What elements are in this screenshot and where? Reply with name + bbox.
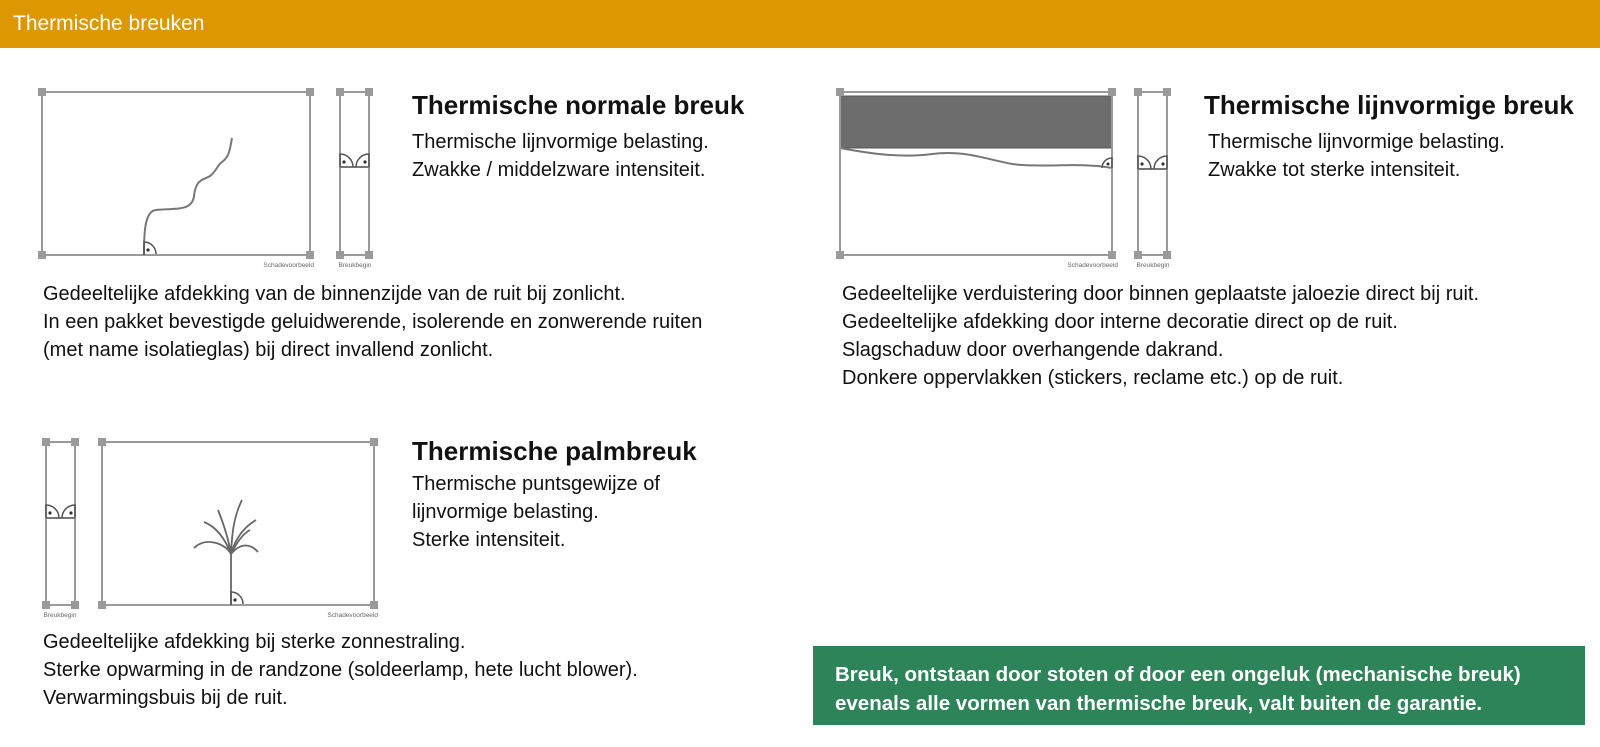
header-bar <box>0 0 1600 48</box>
linear-break-properties <box>1208 128 1505 184</box>
property-line: Zwakke tot sterke intensiteit. <box>1208 159 1461 181</box>
palm-break-causes <box>43 628 638 712</box>
cause-line: Donkere oppervlakken (stickers, reclame etc.) op de ruit. <box>842 367 1344 389</box>
palm-break-diagram <box>36 436 386 626</box>
header-title: Thermische breuken <box>13 12 205 35</box>
linear-break-title: Thermische lijnvormige breuk <box>1204 90 1574 120</box>
start-label: Breukbegin <box>1136 262 1170 269</box>
property-line: Thermische lijnvormige belasting. <box>1208 131 1505 153</box>
cause-line: In een pakket bevestigde geluidwerende, isolerende en zonwerende ruiten <box>43 311 703 333</box>
property-line: Thermische lijnvormige belasting. <box>412 131 709 153</box>
cause-line: Gedeeltelijke verduistering door binnen geplaatste jaloezie direct bij ruit. <box>842 283 1480 305</box>
warranty-notice <box>813 646 1585 725</box>
notice-line: Breuk, ontstaan door stoten of door een ongeluk (mechanische breuk) <box>835 663 1521 686</box>
notice-line: evenals alle vormen van thermische breuk, valt buiten de garantie. <box>835 692 1483 715</box>
cause-line: Sterke opwarming in de randzone (soldeerlamp, hete lucht blower). <box>43 659 638 681</box>
palm-break-properties <box>412 470 660 554</box>
cause-line: Gedeeltelijke afdekking van de binnenzijde van de ruit bij zonlicht. <box>43 283 626 305</box>
linear-break-diagram <box>832 86 1177 276</box>
start-label: Breukbegin <box>43 612 77 619</box>
cause-line: Gedeeltelijke afdekking bij sterke zonnestraling. <box>43 631 466 653</box>
property-line: Thermische puntsgewijze of <box>412 473 660 495</box>
linear-break-causes <box>842 280 1479 392</box>
example-label: Schadevoorbeeld <box>1067 262 1118 269</box>
cause-line: Gedeeltelijke afdekking door interne decoratie direct op de ruit. <box>842 311 1398 333</box>
normal-break-properties <box>412 128 709 184</box>
cause-line: (met name isolatieglas) bij direct invallend zonlicht. <box>43 339 494 361</box>
normal-break-title: Thermische normale breuk <box>412 90 745 120</box>
cause-line: Slagschaduw door overhangende dakrand. <box>842 339 1224 361</box>
normal-break-causes <box>43 280 702 364</box>
palm-break-title: Thermische palmbreuk <box>412 436 697 466</box>
cause-line: Verwarmingsbuis bij de ruit. <box>43 687 288 709</box>
property-line: Zwakke / middelzware intensiteit. <box>412 159 706 181</box>
start-label: Breukbegin <box>338 262 372 269</box>
example-label: Schadevoorbeeld <box>327 612 378 619</box>
property-line: Sterke intensiteit. <box>412 529 566 551</box>
property-line: lijnvormige belasting. <box>412 501 599 523</box>
normal-break-diagram <box>34 86 379 276</box>
example-label: Schadevoorbeeld <box>263 262 314 269</box>
